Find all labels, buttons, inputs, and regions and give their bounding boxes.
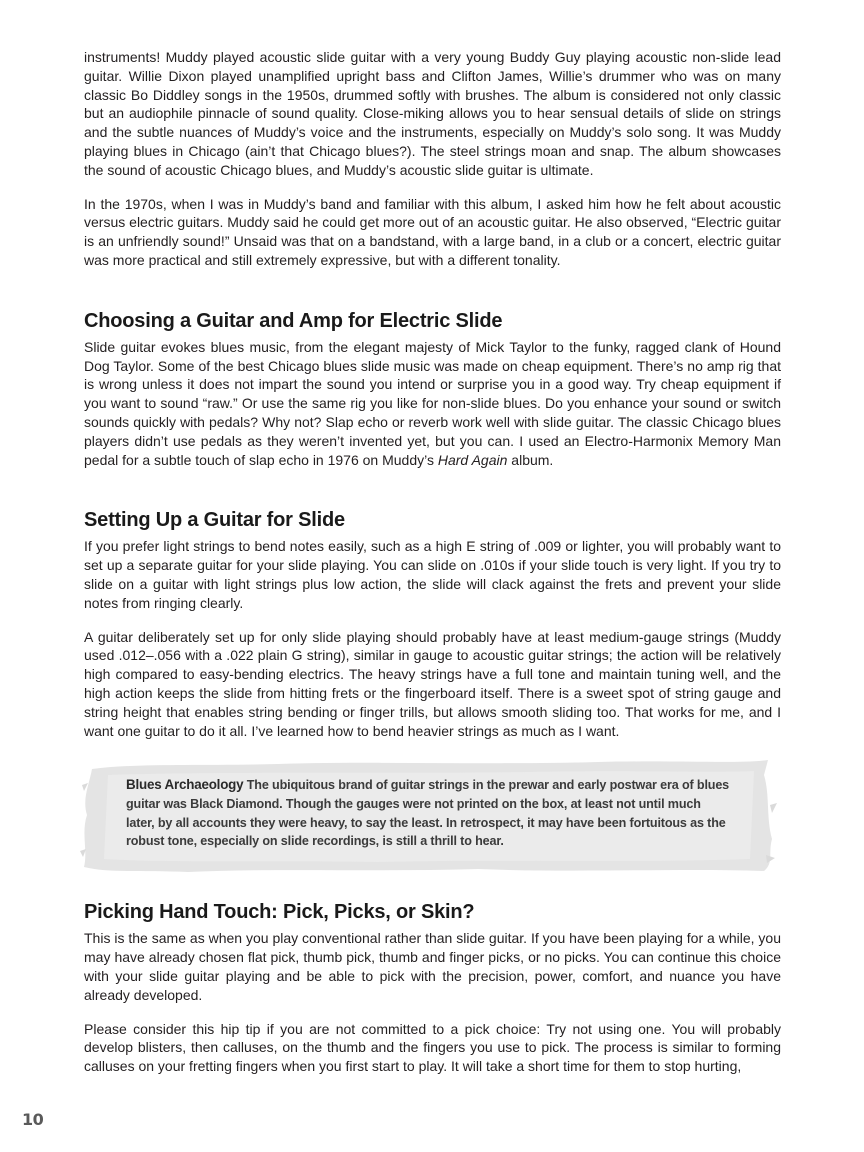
choosing-paragraph-1-text: Slide guitar evokes blues music, from the elegant majesty of Mick Taylor to the funky, ragged clank of Hound Dog Taylor. Some of the best Chicago blues slide music was made on cheap equipment. There’s no amp rig that is wrong unless it does not impart the sound you intend or surprise you in a good way. Try cheap equipment if you want to sound “raw.” Or use the same rig you like for non-slide blues. Do you enhance your sound or switch sounds quickly with pedals? Why not? Slap echo or reverb work well with slide guitar. The classic Chicago blues players didn’t use pedals as they weren’t invented yet, but you can. I used an Electro-Harmonix Memory Man pedal for a subtle touch of slap echo in 1976 on Muddy’s <box>84 338 781 468</box>
page-content <box>84 48 781 1091</box>
intro-paragraph-1: instruments! Muddy played acoustic slide guitar with a very young Buddy Guy playing acoustic non-slide lead guitar. Willie Dixon played unamplified upright bass and Clifton James, Willie’s drummer who was on many classic Bo Diddley songs in the 1950s, drummed softly with brushes. The album is considered not only classic but an audiophile pinnacle of sound quality. Close-miking allows you to hear sensual details of slide on strings and the subtle nuances of Muddy’s voice and the instruments, especially on Muddy’s solo song. It was Muddy playing blues in Chicago (ain’t that Chicago blues?). The steel strings moan and snap. The album showcases the sound of acoustic Chicago blues, and Muddy’s acoustic slide guitar is ultimate. <box>84 49 781 178</box>
choosing-paragraph-1 <box>84 338 781 470</box>
blues-archaeology-sidebar <box>78 755 778 875</box>
sidebar-title: Blues Archaeology <box>126 777 244 793</box>
album-title-hard-again: Hard Again <box>437 451 508 468</box>
section-spacer <box>84 285 781 308</box>
sidebar-body: The ubiquitous brand of guitar strings in the prewar and early postwar era of blues guitar was Black Diamond. Though the gauges were not printed on the box, at least not until much later, by all accounts they were heavy, to say the least. In retrospect, it may have been fortuitous as the robust tone, especially on slide recordings, is still a thrill to hear. <box>126 778 730 849</box>
choosing-paragraph-1-end: album. <box>507 451 554 468</box>
sidebar-text <box>126 776 730 850</box>
intro-paragraph-2: In the 1970s, when I was in Muddy’s band and familiar with this album, I asked him how he felt about acoustic versus electric guitars. Muddy said he could get more out of an acoustic guitar. He also observed, “Electric guitar is an unfriendly sound!” Unsaid was that on a bandstand, with a large band, in a club or a concert, electric guitar was more practical and still extremely expressive, but with a different tonality. <box>84 195 781 268</box>
picking-paragraph-2: Please consider this hip tip if you are not committed to a pick choice: Try not using one. You will probably develop blisters, then calluses, on the thumb and the fingers you use to pick. The process is similar to forming calluses on your fretting fingers when you first start to play. It will take a short time for them to stop hurting, <box>84 1020 781 1075</box>
setting-up-paragraph-2: A guitar deliberately set up for only slide playing should probably have at least medium-gauge strings (Muddy used .012–.056 with a .022 plain G string), similar in gauge to acoustic guitar strings; the action will be relatively high compared to easy-bending electrics. The heavy strings have a full tone and maintain tuning well, and the high action keeps the slide from hitting frets or the fingerboard itself. There is a sweet spot of string gauge and string height that enables string bending or finger trills, but allows smooth sliding too. That works for me, and I want one guitar to do it all. I’ve learned how to bend heavier strings as much as I want. <box>84 628 781 739</box>
heading-choosing-guitar-amp: Choosing a Guitar and Amp for Electric Slide <box>84 309 503 332</box>
section-spacer <box>84 484 781 507</box>
heading-setting-up-guitar: Setting Up a Guitar for Slide <box>84 509 345 532</box>
heading-picking-hand-touch: Picking Hand Touch: Pick, Picks, or Skin? <box>84 901 475 924</box>
setting-up-paragraph-1: If you prefer light strings to bend notes easily, such as a high E string of .009 or lighter, you will probably want to set up a separate guitar for your slide playing. You can slide on .010s if your slide touch is very light. If you try to slide on a guitar with light strings plus low action, the slide will clack against the frets and prevent your slide notes from ringing clearly. <box>84 538 781 611</box>
page-number: 10 <box>22 1110 44 1129</box>
picking-paragraph-1: This is the same as when you play conventional rather than slide guitar. If you have been playing for a while, you may have already chosen flat pick, thumb pick, thumb and finger picks, or no picks. You can continue this choice with your slide guitar playing and be able to pick with the precision, power, comfort, and nuance you have already developed. <box>84 930 781 1003</box>
